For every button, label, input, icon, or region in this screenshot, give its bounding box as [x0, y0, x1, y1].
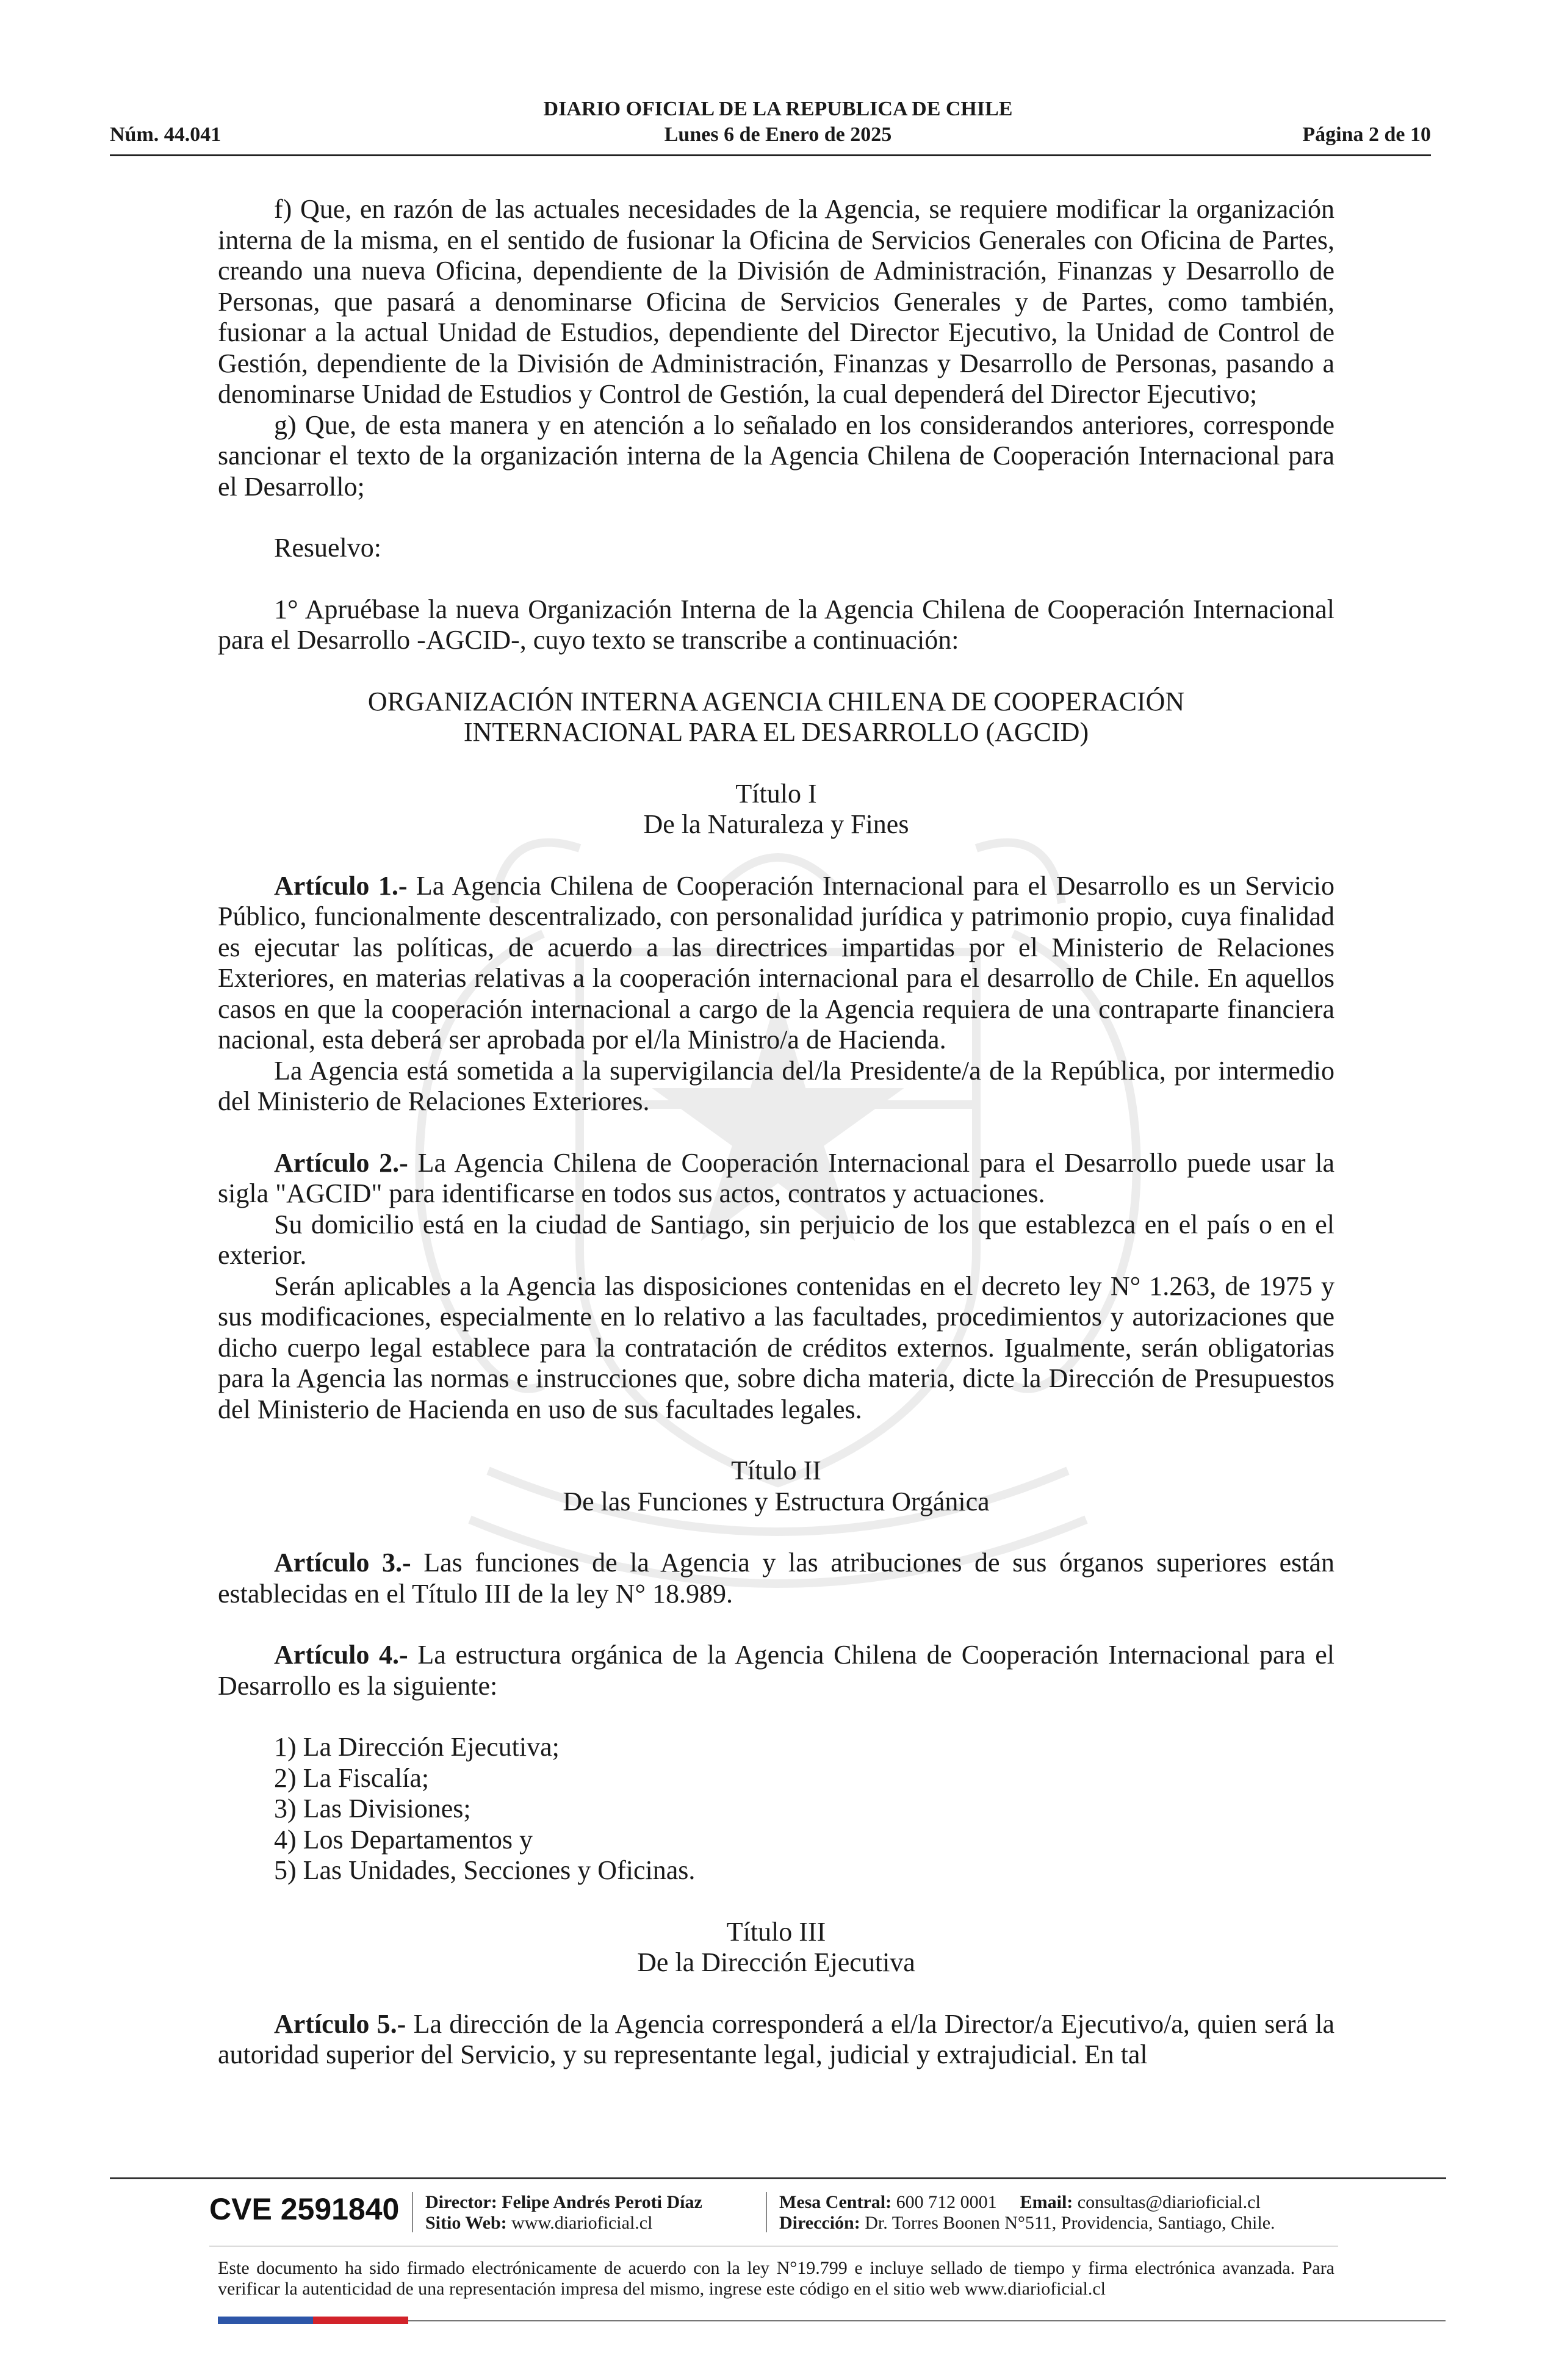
- article-4: [218, 1640, 1334, 1701]
- article-2-text: La Agencia Chilena de Cooperación Internacional para el Desarrollo puede usar la sigla "AGCID" para identificarse en todos sus actos, contratos y actuaciones.: [218, 1147, 1334, 1208]
- mesa-central-label: Mesa Central:: [779, 2192, 892, 2212]
- article-3-text: Las funciones de la Agencia y las atribuciones de sus órganos superiores están establecidas en el Título III de la ley N° 18.989.: [218, 1548, 1334, 1609]
- title-ii-subheading: De las Funciones y Estructura Orgánica: [563, 1486, 990, 1516]
- list-item: 3) Las Divisiones;: [274, 1794, 471, 1823]
- article-1-text: La Agencia Chilena de Cooperación Internacional para el Desarrollo es un Servicio Público, funcionalmente descentralizado, con personalidad jurídica y patrimonio propio, cuya finalidad es ejecutar las políticas, de acuerdo a las directrices impartidas por el Ministerio de Relaciones Exteriores, en materias relativas a la cooperación internacional para el desarrollo de Chile. En aquellos casos en que la cooperación internacional a cargo de la Agencia requiera de una contraparte financiera nacional, esta deberá ser aprobada por el/la Ministro/a de Hacienda.: [218, 870, 1334, 1055]
- cve-code: CVE 2591840: [209, 2192, 400, 2226]
- document-title-line-1: ORGANIZACIÓN INTERNA AGENCIA CHILENA DE COOPERACIÓN: [367, 686, 1185, 716]
- signature-notice: Este documento ha sido firmado electrónicamente de acuerdo con la ley N°19.799 e incluye sellado de tiempo y firma electrónica avanzada. Para verificar la autenticidad de una representación impresa del mismo, ingrese este código en el sitio web www.diarioficial.cl: [218, 2258, 1334, 2299]
- title-iii-heading: Título III: [726, 1916, 826, 1947]
- article-3-label: Artículo 3.-: [274, 1548, 411, 1578]
- article-1-label: Artículo 1.-: [274, 870, 408, 901]
- bottom-divider: [408, 2320, 1446, 2321]
- document-title-line-2: INTERNACIONAL PARA EL DESARROLLO (AGCID): [463, 717, 1089, 747]
- footer-separator: [412, 2192, 413, 2232]
- address-value: Dr. Torres Boonen N°511, Providencia, Santiago, Chile.: [860, 2213, 1275, 2233]
- list-item: 1) La Dirección Ejecutiva;: [274, 1732, 560, 1762]
- title-ii-heading: Título II: [731, 1455, 821, 1485]
- email-label: Email:: [1020, 2192, 1073, 2212]
- article-4-text: La estructura orgánica de la Agencia Chilena de Cooperación Internacional para el Desarrollo es la siguiente:: [218, 1640, 1335, 1701]
- article-2: [218, 1148, 1334, 1210]
- footer-divider: [110, 2177, 1446, 2179]
- article-5: [218, 2009, 1334, 2071]
- header-divider: [110, 154, 1431, 156]
- article-3: [218, 1548, 1334, 1609]
- issue-number: Núm. 44.041: [110, 123, 222, 146]
- footer-contact-block: [779, 2192, 1275, 2234]
- list-item: 2) La Fiscalía;: [274, 1762, 430, 1793]
- footer-director-block: [425, 2192, 702, 2234]
- website-label: Sitio Web:: [425, 2213, 507, 2233]
- footer-separator: [766, 2192, 767, 2232]
- article-5-label: Artículo 5.-: [274, 2008, 406, 2039]
- list-item: 4) Los Departamentos y: [274, 1824, 533, 1855]
- website-link[interactable]: www.diarioficial.cl: [506, 2213, 653, 2233]
- list-item: 5) Las Unidades, Secciones y Oficinas.: [274, 1855, 696, 1885]
- issue-date: Lunes 6 de Enero de 2025: [664, 123, 892, 146]
- article-2-paragraph-3: Serán aplicables a la Agencia las disposiciones contenidas en el decreto ley N° 1.263, de 1975 y sus modificaciones, especialmente en lo relativo a las facultades, procedimientos y autorizaciones que dicho cuerpo legal establece para la contratación de créditos externos. Igualmente, serán obligatorias para la Agencia las normas e instrucciones que, sobre dicha materia, dicte la Dirección de Presupuestos del Ministerio de Hacienda en uso de sus facultades legales.: [218, 1271, 1334, 1424]
- mesa-central-phone: 600 712 0001: [891, 2192, 997, 2212]
- document-body: [218, 194, 1334, 2071]
- considerando-f: f) Que, en razón de las actuales necesidades de la Agencia, se requiere modificar la organización interna de la misma, en el sentido de fusionar la Oficina de Servicios Generales con Oficina de Partes, creando una nueva Oficina, dependiente de la División de Administración, Finanzas y Desarrollo de Personas, que pasará a denominarse Oficina de Servicios Generales y de Partes, como también, fusionar a la actual Unidad de Estudios, dependiente del Director Ejecutivo, la Unidad de Control de Gestión, dependiente de la División de Administración, Finanzas y Desarrollo de Personas, pasando a denominarse Unidad de Estudios y Control de Gestión, la cual dependerá del Director Ejecutivo;: [218, 194, 1334, 409]
- article-2-label: Artículo 2.-: [274, 1147, 408, 1178]
- title-iii-subheading: De la Dirección Ejecutiva: [637, 1947, 915, 1977]
- article-5-text: La dirección de la Agencia corresponderá a el/la Director/a Ejecutivo/a, quien será la autoridad superior del Servicio, y su representante legal, judicial y extrajudicial. En tal: [218, 2008, 1335, 2069]
- article-4-label: Artículo 4.-: [274, 1640, 408, 1670]
- email-link[interactable]: consultas@diarioficial.cl: [1073, 2192, 1261, 2212]
- flag-stripe: [218, 2317, 408, 2324]
- gazette-title: DIARIO OFICIAL DE LA REPUBLICA DE CHILE: [543, 98, 1013, 120]
- article-1: [218, 871, 1334, 1056]
- director-name: Felipe Andrés Peroti Díaz: [497, 2192, 702, 2212]
- considerando-g: g) Que, de esta manera y en atención a lo señalado en los considerandos anteriores, corresponde sancionar el texto de la organización interna de la Agencia Chilena de Cooperación Internacional para el Desarrollo;: [218, 409, 1334, 502]
- resuelvo-heading: Resuelvo:: [274, 533, 381, 563]
- title-i-heading: Título I: [735, 778, 817, 809]
- article-1-paragraph-2: La Agencia está sometida a la supervigilancia del/la Presidente/a de la República, por intermedio del Ministerio de Relaciones Exteriores.: [218, 1055, 1334, 1116]
- address-label: Dirección:: [779, 2213, 860, 2233]
- page-number: Página 2 de 10: [1302, 123, 1431, 146]
- resolution-point-1: 1° Apruébase la nueva Organización Interna de la Agencia Chilena de Cooperación Internacional para el Desarrollo -AGCID-, cuyo texto se transcribe a continuación:: [218, 594, 1334, 655]
- director-label: Director:: [425, 2192, 497, 2212]
- article-2-paragraph-2: Su domicilio está en la ciudad de Santiago, sin perjuicio de los que establezca en el país o en el exterior.: [218, 1209, 1334, 1270]
- title-i-subheading: De la Naturaleza y Fines: [643, 809, 909, 839]
